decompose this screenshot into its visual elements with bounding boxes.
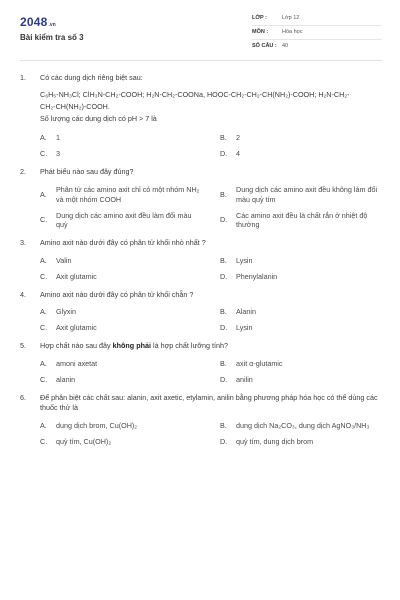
answer-option-a[interactable] xyxy=(40,307,202,317)
answer-option-d[interactable] xyxy=(220,323,382,333)
answer-option-b[interactable] xyxy=(220,185,382,204)
option-letter: C. xyxy=(40,436,48,446)
question-1 xyxy=(20,73,382,159)
option-text: dung dịch brom, Cu(OH)₂ xyxy=(56,420,138,430)
meta-label: MÔN : xyxy=(252,28,269,35)
option-letter: D. xyxy=(220,215,228,225)
option-letter: D. xyxy=(220,323,228,333)
option-letter: B. xyxy=(220,190,227,199)
option-letter: B. xyxy=(220,307,227,317)
answer-option-d[interactable] xyxy=(220,211,382,230)
option-letter: C. xyxy=(40,375,48,385)
option-text: Alanin xyxy=(236,307,256,317)
option-letter: B. xyxy=(220,133,227,143)
answer-options xyxy=(40,185,382,230)
answer-option-c[interactable] xyxy=(40,323,202,333)
question-number: 6. xyxy=(20,393,26,403)
question-line xyxy=(20,393,382,412)
answer-option-d[interactable] xyxy=(220,375,382,385)
option-text: Axit glutamic xyxy=(56,323,97,333)
option-text: quỳ tím, dung dịch brom xyxy=(236,436,314,446)
option-letter: A. xyxy=(40,255,47,265)
page-header xyxy=(20,12,382,61)
answer-option-c[interactable] xyxy=(40,211,202,230)
question-line xyxy=(20,238,382,248)
option-text: alanin xyxy=(56,375,76,385)
question-text: Amino axit nào dưới đây có phân tử khối chẵn ? xyxy=(40,289,194,299)
answer-option-b[interactable] xyxy=(220,133,382,143)
answer-option-d[interactable] xyxy=(220,149,382,159)
option-letter: C. xyxy=(40,271,48,281)
brand-column xyxy=(20,12,84,44)
answer-option-c[interactable] xyxy=(40,437,202,447)
option-letter: B. xyxy=(220,359,227,369)
question-2 xyxy=(20,167,382,230)
answer-option-a[interactable] xyxy=(40,256,202,266)
question-number: 1. xyxy=(20,73,26,82)
question-line xyxy=(20,290,382,300)
answer-options xyxy=(40,421,382,447)
option-letter: D. xyxy=(220,271,228,281)
question-4 xyxy=(20,290,382,334)
meta-label: LỚP : xyxy=(252,14,267,21)
meta-value: Lớp 12 xyxy=(282,14,300,21)
option-text: 1 xyxy=(56,133,60,143)
question-text: Phát biểu nào sau đây đúng? xyxy=(40,167,134,177)
question-extra-line: C₆H₅-NH₃Cl; ClH₃N-CH₂-COOH; H₂N-CH₂-COONa, HOOC-CH₂-CH₂-CH(NH₂)-COOH; H₂N-CH₂- xyxy=(40,89,350,99)
question-number: 5. xyxy=(20,341,26,351)
answer-option-a[interactable] xyxy=(40,133,202,143)
option-text: 4 xyxy=(236,149,240,159)
answer-option-b[interactable] xyxy=(220,256,382,266)
answer-option-c[interactable] xyxy=(40,149,202,159)
option-text: Dung dịch các amino axit đều không làm đổi màu quỳ tím xyxy=(236,185,378,204)
answer-option-b[interactable] xyxy=(220,359,382,369)
exam-meta xyxy=(252,12,382,53)
option-text: Glyxin xyxy=(56,307,76,317)
answer-options xyxy=(40,359,382,385)
question-extra xyxy=(40,89,382,126)
question-number: 4. xyxy=(20,289,26,299)
option-letter: A. xyxy=(40,190,47,199)
option-letter: A. xyxy=(40,420,47,430)
answer-option-a[interactable] xyxy=(40,421,202,431)
option-text: Axit glutamic xyxy=(56,271,97,281)
question-line xyxy=(20,167,382,177)
option-letter: D. xyxy=(220,375,228,385)
meta-label: SỐ CÂU : xyxy=(252,42,277,49)
option-letter: D. xyxy=(220,436,228,446)
site-logo[interactable] xyxy=(20,14,84,30)
option-text: Valin xyxy=(56,255,72,265)
question-extra-line: CH₂-CH(NH₂)-COOH. xyxy=(40,101,110,111)
question-extra-line: Số lượng các dung dịch có pH > 7 là xyxy=(40,114,157,124)
answer-option-d[interactable] xyxy=(220,272,382,282)
question-6 xyxy=(20,393,382,446)
answer-option-c[interactable] xyxy=(40,375,202,385)
question-text: Amino axit nào dưới đây có phân tử khối nhỏ nhất ? xyxy=(40,238,206,248)
option-letter: C. xyxy=(40,323,48,333)
option-text: Lysin xyxy=(236,323,253,333)
option-letter: D. xyxy=(220,149,228,159)
question-3 xyxy=(20,238,382,282)
option-letter: B. xyxy=(220,420,227,430)
option-text: axit α-glutamic xyxy=(236,359,283,369)
question-text-prefix: Hợp chất nào sau đây xyxy=(40,341,113,351)
option-letter: A. xyxy=(40,359,47,369)
answer-option-b[interactable] xyxy=(220,421,382,431)
option-text: Các amino axit đều là chất rắn ở nhiệt độ thường xyxy=(236,210,368,230)
question-line xyxy=(20,73,382,83)
question-line xyxy=(20,341,382,351)
answer-option-b[interactable] xyxy=(220,307,382,317)
option-text: 3 xyxy=(56,149,60,159)
logo-main-text: 2048 xyxy=(20,15,48,29)
question-text: Có các dung dịch riêng biệt sau: xyxy=(40,73,143,82)
option-letter: A. xyxy=(40,133,47,143)
option-text: anilin xyxy=(236,375,253,385)
question-number: 3. xyxy=(20,238,26,248)
answer-options xyxy=(40,256,382,282)
question-5 xyxy=(20,341,382,385)
logo-domain-text: .vn xyxy=(48,22,56,28)
meta-row-question-count xyxy=(252,40,382,53)
option-text: quỳ tím, Cu(OH)₂ xyxy=(56,436,112,446)
question-text xyxy=(40,341,382,351)
meta-row-class xyxy=(252,12,382,26)
option-letter: A. xyxy=(40,307,47,317)
meta-value: Hóa học xyxy=(282,28,303,35)
question-text: Để phân biệt các chất sau: alanin, axit axetic, etylamin, anilin bằng phương pháp hóa học có thể dùng các thuốc thử là xyxy=(40,393,378,412)
option-text: Lysin xyxy=(236,255,253,265)
question-number: 2. xyxy=(20,167,26,177)
meta-row-subject xyxy=(252,26,382,40)
option-text: Phân tử các amino axit chỉ có một nhóm NH₂ và một nhóm COOH xyxy=(56,185,200,204)
option-letter: C. xyxy=(40,149,48,159)
meta-value: 40 xyxy=(282,42,289,49)
answer-options xyxy=(40,133,382,159)
option-text: Phenylalanin xyxy=(236,271,278,281)
option-letter: C. xyxy=(40,215,48,225)
question-text-suffix: là hợp chất lưỡng tính? xyxy=(150,341,228,351)
question-text-emphasis: không phải xyxy=(112,341,151,351)
option-text: Dung dịch các amino axit đều làm đổi màu quỳ xyxy=(56,210,192,230)
option-text: dung dịch Na₂CO₃, dung dịch AgNO₃/NH₃ xyxy=(236,420,370,430)
answer-option-a[interactable] xyxy=(40,359,202,369)
test-title: Bài kiểm tra số 3 xyxy=(20,33,84,43)
option-text: 2 xyxy=(236,133,240,143)
option-text: amoni axetat xyxy=(56,359,98,369)
option-letter: B. xyxy=(220,255,227,265)
answer-option-a[interactable] xyxy=(40,185,202,204)
answer-option-c[interactable] xyxy=(40,272,202,282)
answer-options xyxy=(40,307,382,333)
answer-option-d[interactable] xyxy=(220,437,382,447)
